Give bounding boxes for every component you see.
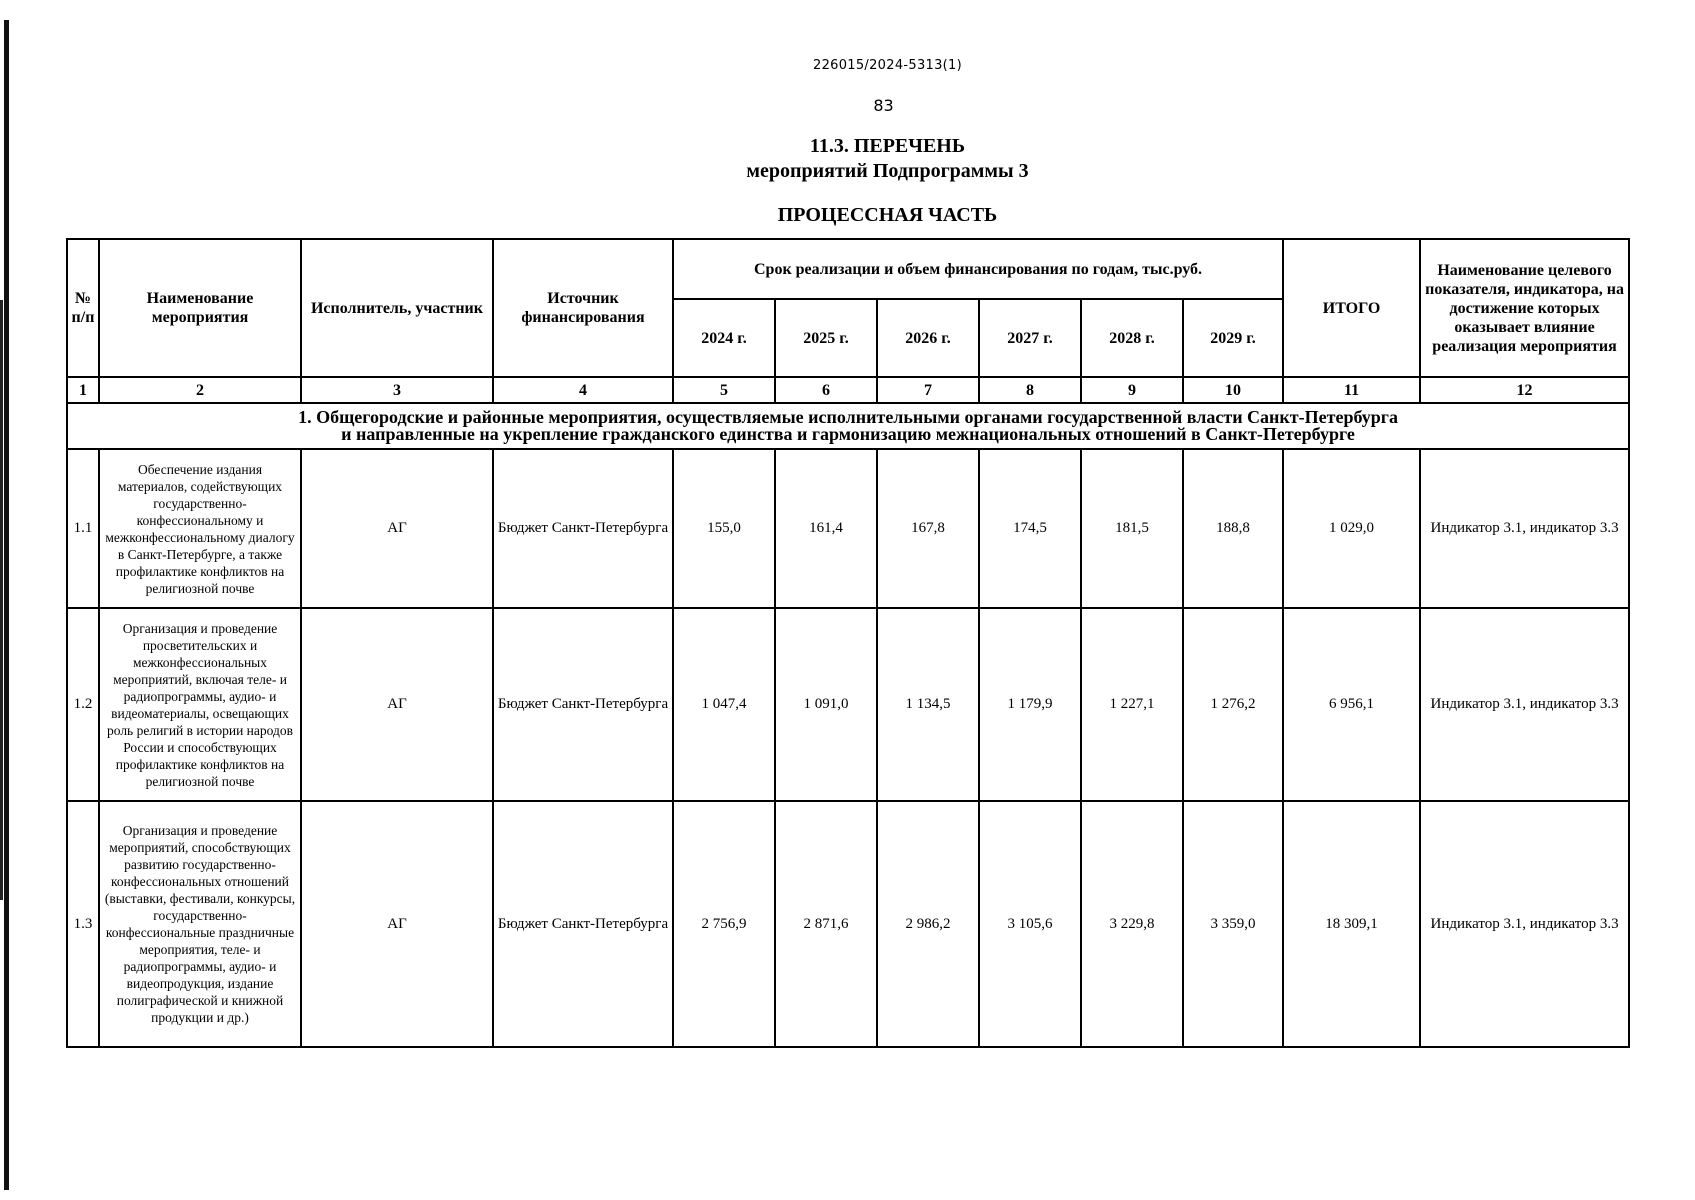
header-row-1	[67, 239, 1629, 299]
amount-2028: 1 227,1	[1081, 608, 1183, 801]
header-period: Срок реализации и объем финансирования по годам, тыс.руб.	[673, 239, 1283, 299]
column-number: 8	[979, 377, 1081, 403]
section-heading	[67, 403, 1629, 449]
executor: АГ	[301, 449, 493, 608]
header-name: Наименование мероприятия	[99, 239, 301, 377]
indicator: Индикатор 3.1, индикатор 3.3	[1420, 449, 1629, 608]
row-number: 1.1	[67, 449, 99, 608]
column-number: 11	[1283, 377, 1420, 403]
amount-2025: 2 871,6	[775, 801, 877, 1047]
row-number: 1.3	[67, 801, 99, 1047]
header-year: 2024 г.	[673, 299, 775, 377]
table-row	[67, 801, 1629, 1047]
amount-2028: 181,5	[1081, 449, 1183, 608]
amount-total: 18 309,1	[1283, 801, 1420, 1047]
column-number: 9	[1081, 377, 1183, 403]
table-row	[67, 608, 1629, 801]
column-number: 4	[493, 377, 673, 403]
amount-2027: 3 105,6	[979, 801, 1081, 1047]
table-row	[67, 449, 1629, 608]
amount-2026: 2 986,2	[877, 801, 979, 1047]
amount-2027: 1 179,9	[979, 608, 1081, 801]
executor: АГ	[301, 801, 493, 1047]
funding-source: Бюджет Санкт-Петербурга	[493, 608, 673, 801]
amount-2029: 3 359,0	[1183, 801, 1283, 1047]
measure-name: Организация и проведение мероприятий, способствующих развитию государственно-конфессиональных отношений (выставки, фестивали, конкурсы, государственно-конфессиональные праздничные мероприятия, теле- и радиопрограммы, аудио- и видеопродукция, издание полиграфической и книжной продукции и др.)	[99, 801, 301, 1047]
header-total: ИТОГО	[1283, 239, 1420, 377]
section-heading-line-1: 1. Общегородские и районные мероприятия, осуществляемые исполнительными органами государственной власти Санкт-Петербурга	[298, 407, 1398, 427]
header-year: 2026 г.	[877, 299, 979, 377]
column-number: 5	[673, 377, 775, 403]
column-number: 2	[99, 377, 301, 403]
indicator: Индикатор 3.1, индикатор 3.3	[1420, 801, 1629, 1047]
amount-2026: 1 134,5	[877, 608, 979, 801]
indicator: Индикатор 3.1, индикатор 3.3	[1420, 608, 1629, 801]
title-line-1: 11.3. ПЕРЕЧЕНЬ	[809, 135, 966, 157]
column-number: 6	[775, 377, 877, 403]
header-source: Источник финансирования	[493, 239, 673, 377]
amount-2024: 1 047,4	[673, 608, 775, 801]
amount-2027: 174,5	[979, 449, 1081, 608]
header-year: 2027 г.	[979, 299, 1081, 377]
row-number: 1.2	[67, 608, 99, 801]
column-number: 12	[1420, 377, 1629, 403]
funding-source: Бюджет Санкт-Петербурга	[493, 449, 673, 608]
measure-name: Организация и проведение просветительских и межконфессиональных мероприятий, включая теле- и радиопрограммы, аудио- и видеоматериалы, освещающих роль религий в истории народов России и способствующих профилактике конфликтов на религиозной почве	[99, 608, 301, 801]
document-title	[0, 134, 1695, 184]
amount-2028: 3 229,8	[1081, 801, 1183, 1047]
amount-2024: 2 756,9	[673, 801, 775, 1047]
title-line-2: мероприятий Подпрограммы 3	[746, 160, 1029, 182]
amount-2025: 161,4	[775, 449, 877, 608]
column-number-row	[67, 377, 1629, 403]
section-heading-row	[67, 403, 1629, 449]
amount-2029: 188,8	[1183, 449, 1283, 608]
measures-table	[66, 238, 1630, 1048]
column-number: 3	[301, 377, 493, 403]
amount-2026: 167,8	[877, 449, 979, 608]
page-number: 83	[873, 96, 894, 115]
amount-total: 1 029,0	[1283, 449, 1420, 608]
header-year: 2028 г.	[1081, 299, 1183, 377]
header-year: 2029 г.	[1183, 299, 1283, 377]
amount-2025: 1 091,0	[775, 608, 877, 801]
header-year: 2025 г.	[775, 299, 877, 377]
registration-number: 226015/2024-5313(1)	[813, 58, 962, 73]
amount-2029: 1 276,2	[1183, 608, 1283, 801]
header-indicator: Наименование целевого показателя, индикатора, на достижение которых оказывает влияние реализация мероприятия	[1420, 239, 1629, 377]
column-number: 10	[1183, 377, 1283, 403]
amount-2024: 155,0	[673, 449, 775, 608]
column-number: 1	[67, 377, 99, 403]
section-title: ПРОЦЕССНАЯ ЧАСТЬ	[777, 204, 998, 226]
header-num: № п/п	[67, 239, 99, 377]
amount-total: 6 956,1	[1283, 608, 1420, 801]
column-number: 7	[877, 377, 979, 403]
header-executor: Исполнитель, участник	[301, 239, 493, 377]
section-heading-line-2: и направленные на укрепление гражданского единства и гармонизацию межнациональных отношений в Санкт-Петербурге	[341, 424, 1355, 444]
executor: АГ	[301, 608, 493, 801]
measure-name: Обеспечение издания материалов, содействующих государственно-конфессиональному и межконфессиональному диалогу в Санкт-Петербурге, а также профилактике конфликтов на религиозной почве	[99, 449, 301, 608]
funding-source: Бюджет Санкт-Петербурга	[493, 801, 673, 1047]
